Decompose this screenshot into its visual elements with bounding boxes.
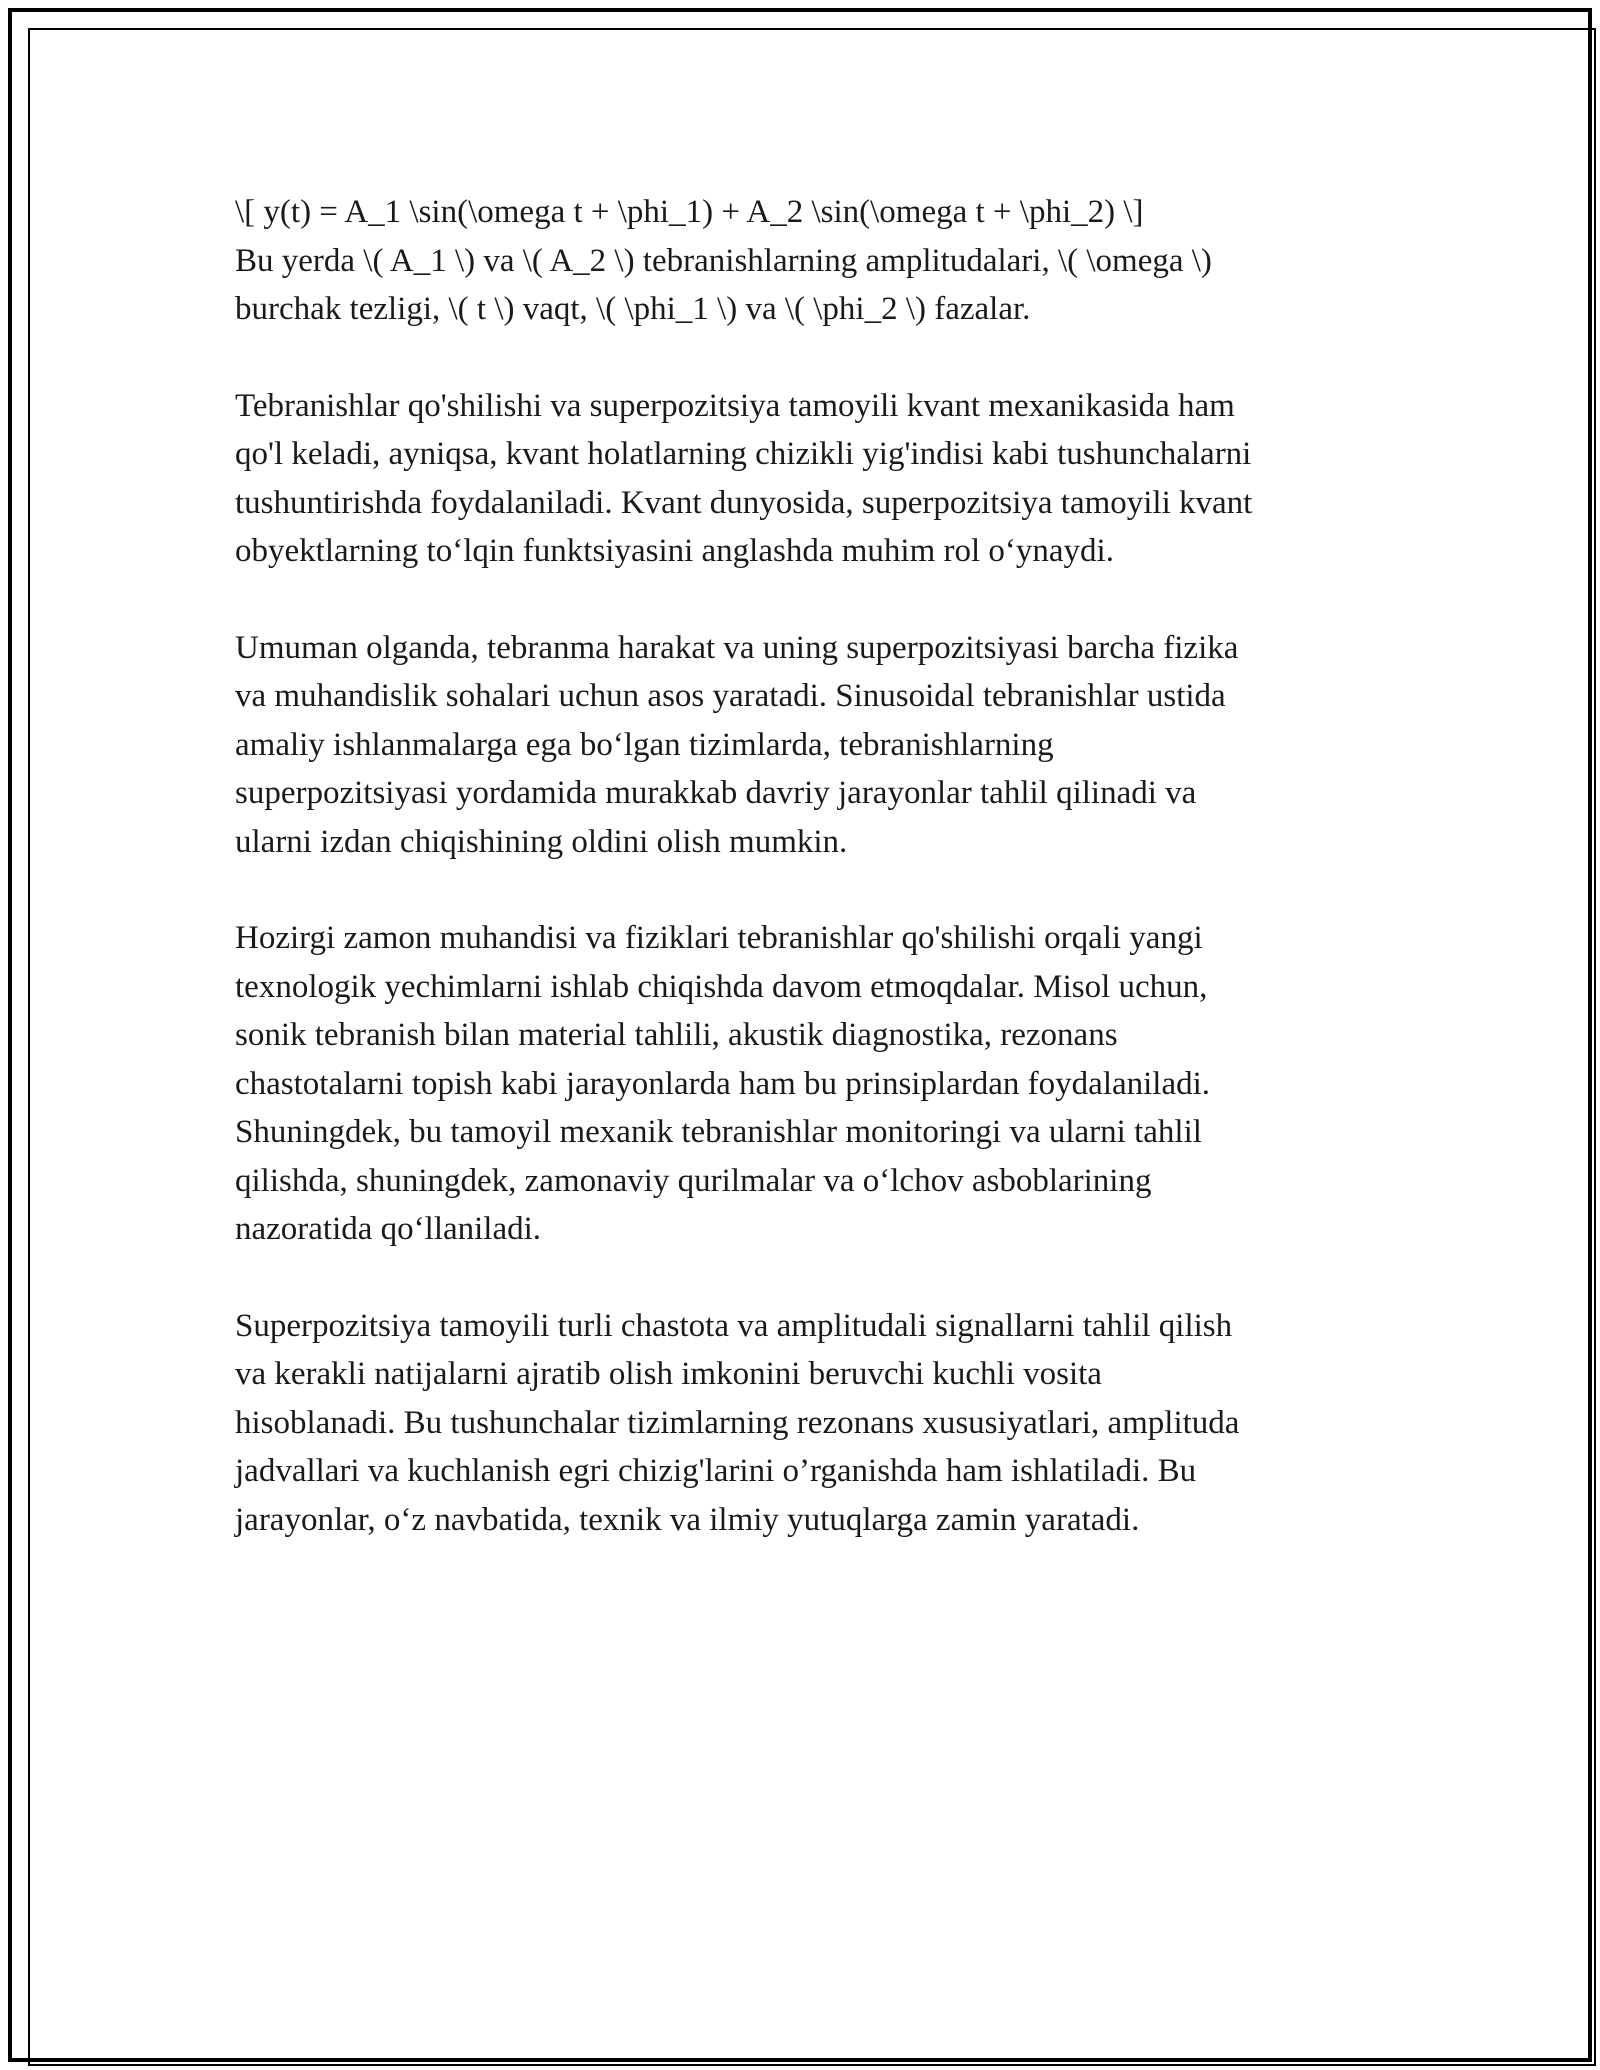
paragraph-modern-applications: Hozirgi zamon muhandisi va fiziklari tebranishlar qo'shilishi orqali yangi texnologik yechimlarni ishlab chiqishda davom etmoqdalar. Misol uchun, sonik tebranish bilan material tahlili, akustik diagnostika, rezonans chastotalarni topish kabi jarayonlarda ham bu prinsiplardan foydalaniladi. Shuningdek, bu tamoyil mexanik tebranishlar monitoringi va ularni tahlil qilishda, shuningdek, zamonaviy qurilmalar va o‘lchov asboblarining nazoratida qo‘llaniladi.	[235, 920, 1211, 1247]
paragraph-formula: \[ y(t) = A_1 \sin(\omega t + \phi_1) + A_2 \sin(\omega t + \phi_2) \] Bu yerda \( A_1 \) va \( A_2 \) tebranishlarning amplitudalari, \( \omega \) burchak tezligi, \( t \) vaqt, \( \phi_1 \) va \( \phi_2 \) fazalar.	[235, 194, 1212, 327]
document-body	[235, 188, 1385, 1592]
paragraph-overview: Umuman olganda, tebranma harakat va uning superpozitsiyasi barcha fizika va muhandislik sohalari uchun asos yaratadi. Sinusoidal tebranishlar ustida amaliy ishlanmalarga ega bo‘lgan tizimlarda, tebranishlarning superpozitsiyasi yordamida murakkab davriy jarayonlar tahlil qilinadi va ularni izdan chiqishining oldini olish mumkin.	[235, 629, 1239, 860]
paragraph-signal-analysis: Superpozitsiya tamoyili turli chastota va amplitudali signallarni tahlil qilish va kerakli natijalarni ajratib olish imkonini beruvchi kuchli vosita hisoblanadi. Bu tushunchalar tizimlarning rezonans xususiyatlari, amplituda jadvallari va kuchlanish egri chizig'larini o’rganishda ham ishlatiladi. Bu jarayonlar, o‘z navbatida, texnik va ilmiy yutuqlarga zamin yaratadi.	[235, 1307, 1240, 1538]
paragraph-quantum: Tebranishlar qo'shilishi va superpozitsiya tamoyili kvant mexanikasida ham qo'l keladi, ayniqsa, kvant holatlarning chizikli yig'indisi kabi tushunchalarni tushuntirishda foydalaniladi. Kvant dunyosida, superpozitsiya tamoyili kvant obyektlarning to‘lqin funktsiyasini anglashda muhim rol o‘ynaydi.	[235, 387, 1253, 569]
